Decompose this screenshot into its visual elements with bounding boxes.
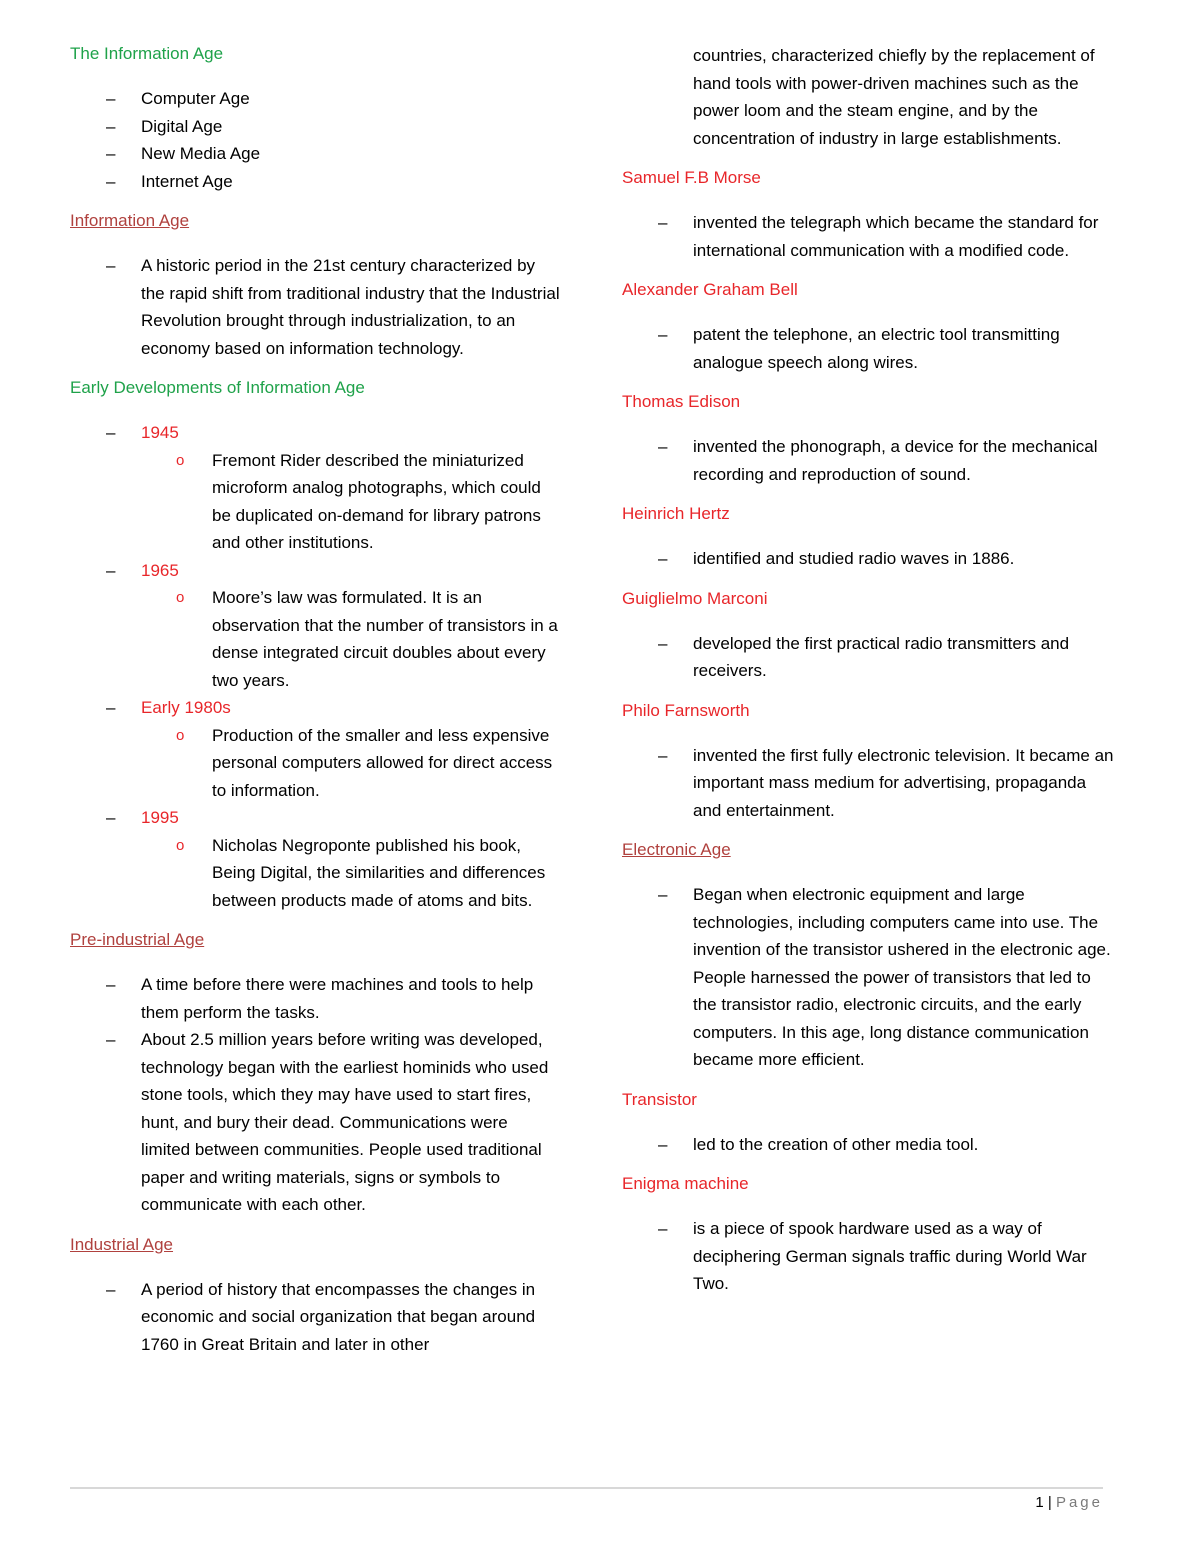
list-item: – developed the first practical radio transmitters and receivers. [622,630,1117,685]
timeline-detail: o Fremont Rider described the miniaturized microform analog photographs, which could be duplicated on-demand for library patrons and other institutions. [70,447,560,557]
list-item: – A period of history that encompasses the changes in economic and social organization that began around 1760 in Great Britain and later in other [70,1276,560,1359]
year-label: Early 1980s [141,698,231,717]
timeline-detail: o Nicholas Negroponte published his book, Being Digital, the similarities and differences between products made of atoms and bits. [70,832,560,915]
dash-icon: – [658,213,668,232]
dash-icon: – [658,885,668,904]
heading-industrial-age: Industrial Age [70,1234,174,1254]
dash-icon: – [658,325,668,344]
heading-electronic-age: Electronic Age [622,840,731,859]
dash-icon: – [106,423,116,442]
transistor-list [622,1131,1117,1159]
bullet-icon: o [176,451,185,469]
dash-icon: – [106,808,116,827]
early-developments-list [70,419,560,914]
year-label: 1995 [141,808,179,827]
footer-separator: | [1047,1494,1052,1511]
bullet-icon: o [176,726,185,744]
heading-alexander-graham-bell: Alexander Graham Bell [622,280,798,299]
dash-icon: – [106,1030,116,1049]
page-number: 1 [1035,1494,1044,1511]
heading-samuel-morse: Samuel F.B Morse [622,168,761,187]
list-item: – identified and studied radio waves in 1886. [622,545,1117,573]
industrial-continued-text: countries, characterized chiefly by the replacement of hand tools with power-driven machines such as the power loom and the steam engine, and by the concentration of industry in large establishments. [693,46,1095,148]
list-item: – A time before there were machines and tools to help them perform the tasks. [70,971,560,1026]
timeline-item-early-1980s [70,694,560,722]
footer-divider [70,1487,1103,1489]
year-label: 1945 [141,423,179,442]
information-age-list [70,252,560,362]
left-column [70,38,560,1360]
dash-icon: – [658,1219,668,1238]
list-item: – Computer Age [70,85,560,113]
pre-industrial-list [70,971,560,1219]
dash-icon: – [106,89,116,108]
dash-icon: – [106,698,116,717]
bell-list [622,321,1117,376]
right-column [622,38,1117,1300]
heading-heinrich-hertz: Heinrich Hertz [622,504,730,523]
marconi-list [622,630,1117,685]
list-item: – Internet Age [70,168,560,196]
bullet-icon: o [176,836,185,854]
list-item: – Digital Age [70,113,560,141]
list-item: – invented the first fully electronic television. It became an important mass medium for advertising, propaganda and entertainment. [622,742,1117,825]
dash-icon: – [106,1279,116,1299]
heading-early-developments: Early Developments of Information Age [70,378,365,397]
timeline-item-1945 [70,419,560,447]
list-item: – led to the creation of other media tool. [622,1131,1117,1159]
info-age-list [70,85,560,195]
heading-the-information-age: The Information Age [70,44,224,63]
dash-icon: – [658,745,668,765]
electronic-age-list [622,881,1117,1074]
timeline-detail: o Moore’s law was formulated. It is an observation that the number of transistors in a dense integrated circuit doubles about every two years. [70,584,560,694]
dash-icon: – [658,549,668,568]
edison-list [622,433,1117,488]
dash-icon: – [106,560,116,580]
heading-enigma-machine: Enigma machine [622,1174,749,1193]
dash-icon: – [658,633,668,653]
list-item: – Began when electronic equipment and large technologies, including computers came into use. The invention of the transistor ushered in the electronic age. People harnessed the power of transistors that led to the transistor radio, electronic circuits, and the early computers. In this age, long distance communication became more efficient. [622,881,1117,1074]
industrial-list [70,1276,560,1359]
hertz-list [622,545,1117,573]
list-item: – About 2.5 million years before writing was developed, technology began with the earliest hominids who used stone tools, which they may have used to start fires, hunt, and bury their dead. Communications were limited between communities. People used traditional paper and writing materials, signs or symbols to communicate with each other. [70,1026,560,1219]
list-item: – invented the phonograph, a device for the mechanical recording and reproduction of sound. [622,433,1117,488]
timeline-item-1965 [70,557,560,585]
heading-thomas-edison: Thomas Edison [622,392,741,411]
dash-icon: – [106,975,116,994]
heading-transistor: Transistor [622,1089,697,1109]
dash-icon: – [658,437,668,456]
farnsworth-list [622,742,1117,825]
list-item: – is a piece of spook hardware used as a way of deciphering German signals traffic during World War Two. [622,1215,1117,1298]
timeline-item-1995 [70,804,560,832]
heading-philo-farnsworth: Philo Farnsworth [622,700,750,720]
list-item: – invented the telegraph which became the standard for international communication with a modified code. [622,209,1117,264]
enigma-list [622,1215,1117,1298]
dash-icon: – [106,144,116,163]
heading-pre-industrial-age: Pre-industrial Age [70,930,205,949]
dash-icon: – [106,116,116,136]
page-label: Page [1055,1494,1103,1511]
page-footer [1035,1494,1103,1511]
heading-information-age: Information Age [70,211,190,230]
heading-guiglielmo-marconi: Guiglielmo Marconi [622,588,768,608]
list-item: – A historic period in the 21st century characterized by the rapid shift from traditional industry that the Industrial Revolution brought through industrialization, to an economy based on information technology. [70,252,560,362]
bullet-icon: o [176,589,185,606]
year-label: 1965 [141,560,179,580]
dash-icon: – [106,256,116,275]
morse-list [622,209,1117,264]
timeline-detail: o Production of the smaller and less expensive personal computers allowed for direct access to information. [70,722,560,805]
dash-icon: – [658,1134,668,1154]
list-item: – New Media Age [70,140,560,168]
dash-icon: – [106,171,116,191]
list-item: – patent the telephone, an electric tool transmitting analogue speech along wires. [622,321,1117,376]
